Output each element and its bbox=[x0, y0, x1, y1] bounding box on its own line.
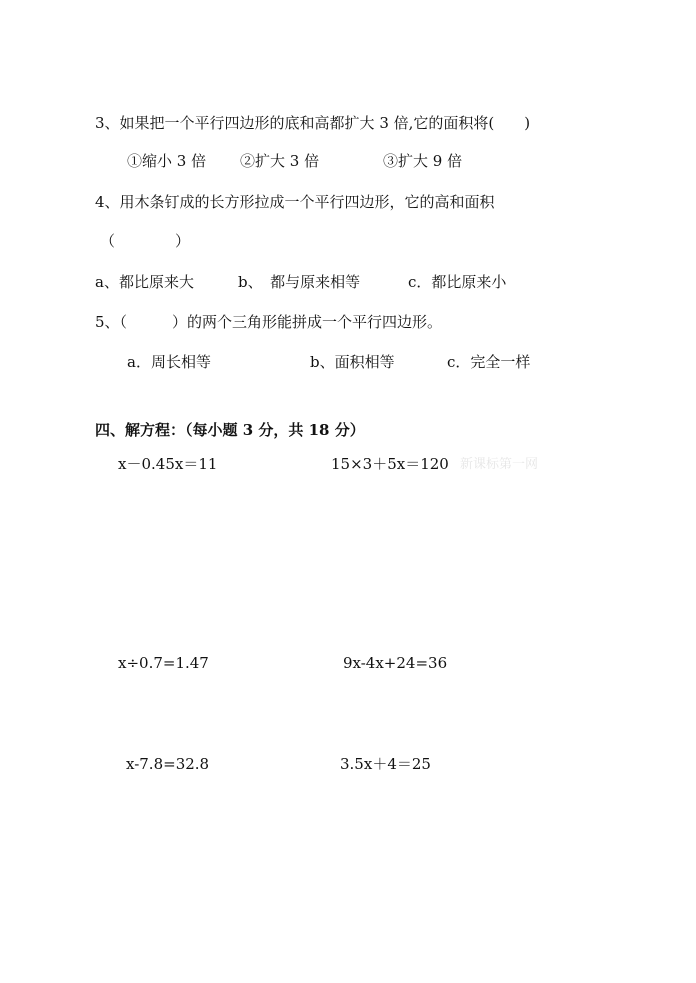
q5-option-c: c．完全一样 bbox=[447, 353, 531, 371]
equation-4: 9x-4x+24=36 bbox=[343, 654, 448, 672]
equation-2: 15×3＋5x＝120 bbox=[331, 455, 449, 473]
equation-6: 3.5x＋4＝25 bbox=[340, 755, 431, 773]
equation-3: x÷0.7=1.47 bbox=[118, 654, 209, 672]
q3-option-2: ②扩大 3 倍 bbox=[240, 152, 320, 170]
equation-1: x－0.45x＝11 bbox=[118, 455, 218, 473]
q3-stem: 3、如果把一个平行四边形的底和高都扩大 3 倍,它的面积将( ) bbox=[95, 114, 531, 132]
q4-blank: （ ） bbox=[100, 232, 191, 250]
watermark: 新课标第一网 bbox=[460, 457, 539, 472]
q5-option-a: a．周长相等 bbox=[127, 353, 211, 371]
q4-option-b: b、 都与原来相等 bbox=[238, 273, 361, 291]
q3-option-3: ③扩大 9 倍 bbox=[383, 152, 463, 170]
equation-5: x-7.8=32.8 bbox=[126, 755, 210, 773]
q4-option-c: c．都比原来小 bbox=[408, 273, 507, 291]
q3-option-1: ①缩小 3 倍 bbox=[127, 152, 207, 170]
q5-stem: 5、（ ）的两个三角形能拼成一个平行四边形。 bbox=[95, 313, 443, 331]
q5-option-b: b、面积相等 bbox=[310, 353, 395, 371]
q4-stem: 4、用木条钉成的长方形拉成一个平行四边形，它的高和面积 bbox=[95, 193, 495, 211]
q4-option-a: a、都比原来大 bbox=[95, 273, 194, 291]
section-heading: 四、解方程：（每小题 3 分，共 18 分） bbox=[95, 421, 365, 439]
